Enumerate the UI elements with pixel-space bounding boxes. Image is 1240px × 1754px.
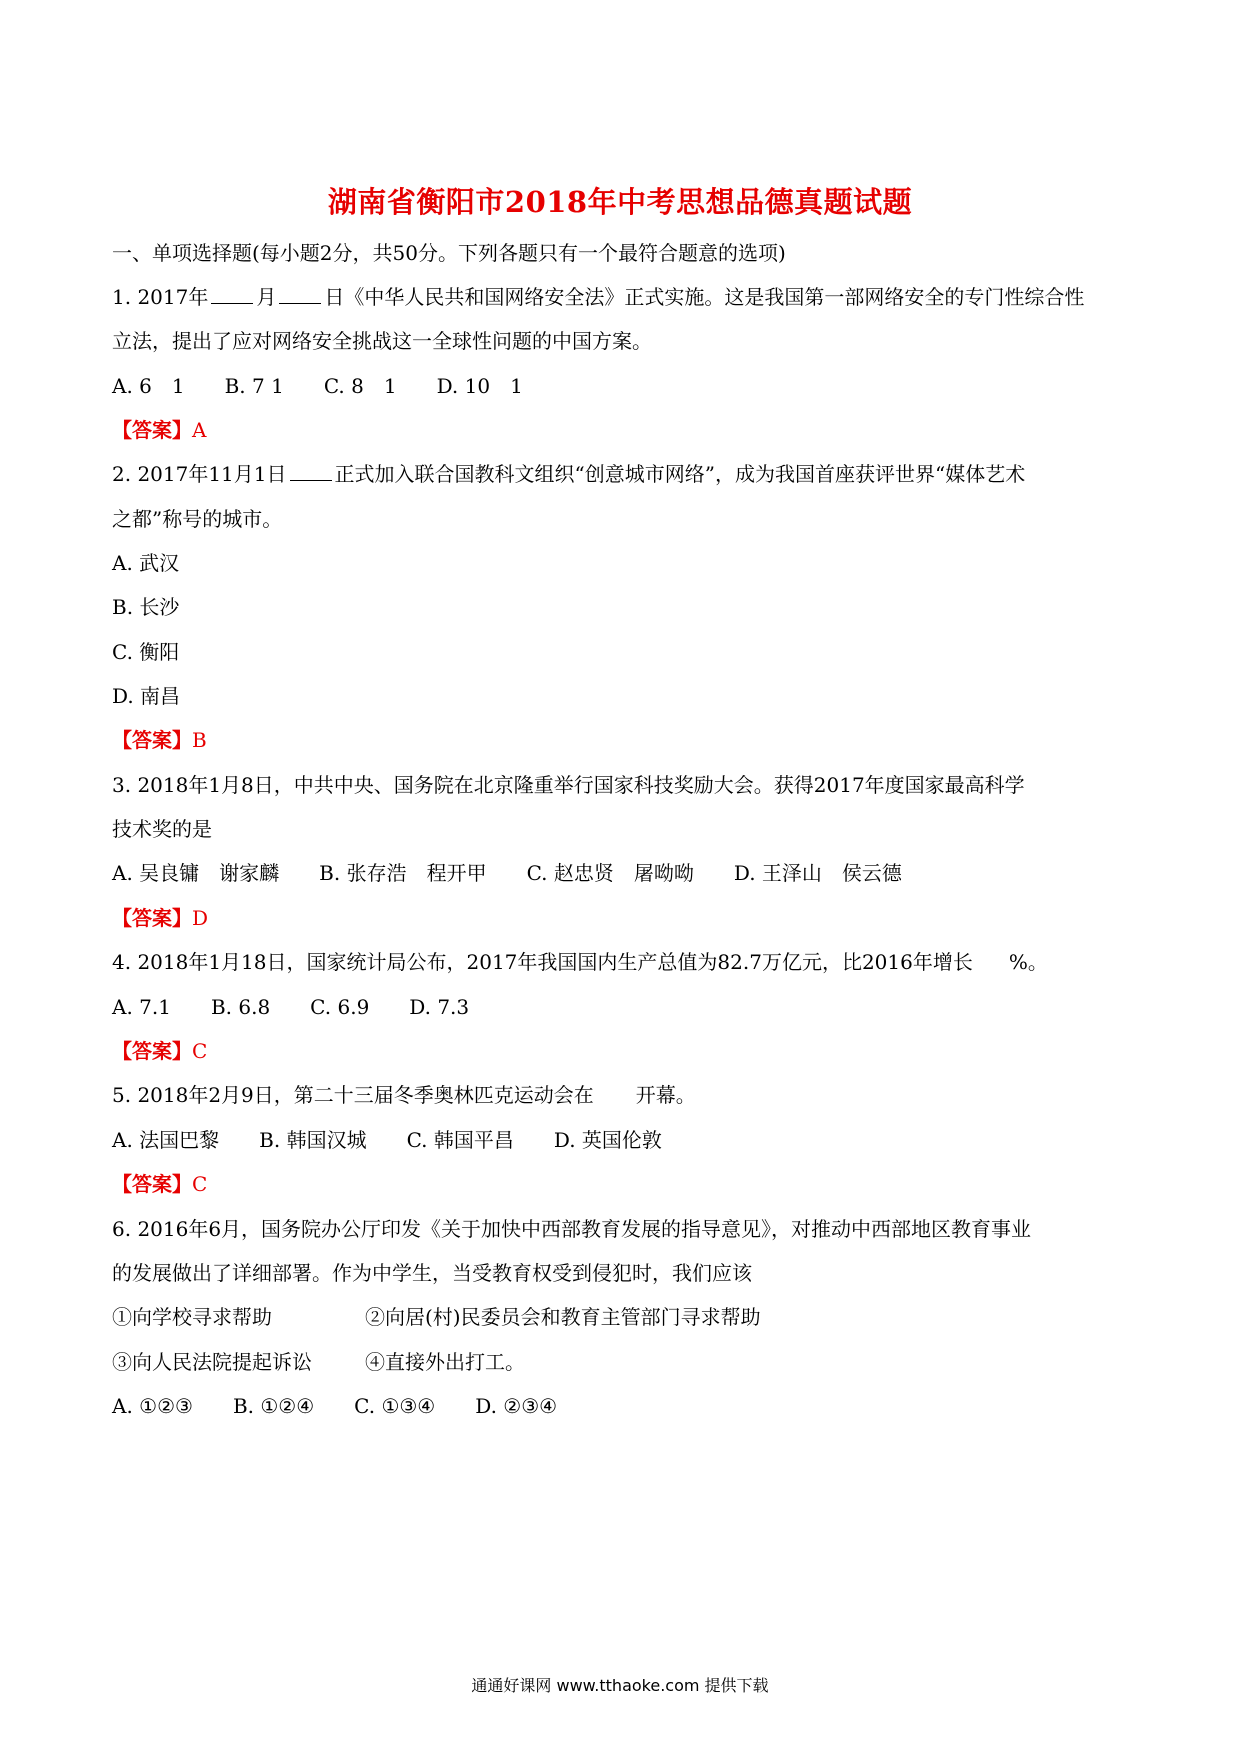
answer-blank: [279, 285, 321, 304]
question-3-options: A. 吴良镛 谢家麟 B. 张存浩 程开甲 C. 赵忠贤 屠呦呦 D. 王泽山 侯云德: [112, 861, 902, 885]
answer-blank: [211, 285, 253, 304]
question-5-text-b: 开幕。: [635, 1083, 696, 1107]
question-4-options: A. 7.1 B. 6.8 C. 6.9 D. 7.3: [112, 995, 470, 1019]
question-6-line-2: 的发展做出了详细部署。作为中学生，当受教育权受到侵犯时，我们应该: [112, 1261, 752, 1285]
question-2-text-a: 2. 2017年11月1日: [112, 462, 287, 486]
answer-blank: [290, 462, 332, 481]
question-4-answer: [112, 1038, 1132, 1064]
answer-value: A: [192, 418, 207, 442]
question-1-text-c: 日《中华人民共和国网络安全法》正式实施。这是我国第一部网络安全的专门性综合性: [324, 285, 1085, 309]
question-6-item-1: ①向学校寻求帮助: [112, 1305, 272, 1329]
question-2-line-2: 之都”称号的城市。: [112, 507, 283, 531]
question-2-option-d: D. 南昌: [112, 684, 181, 708]
question-6-options: A. ①②③ B. ①②④ C. ①③④ D. ②③④: [112, 1394, 558, 1418]
question-3-answer: [112, 905, 1132, 931]
question-4-line-1: [112, 949, 1132, 975]
page-title: 湖南省衡阳市2018年中考思想品德真题试题: [327, 185, 913, 219]
question-6-item-2: ②向居(村)民委员会和教育主管部门寻求帮助: [365, 1305, 761, 1329]
question-4-text-a: 4. 2018年1月18日，国家统计局公布，2017年我国国内生产总值为82.7万亿元，比2016年增长: [112, 950, 973, 974]
answer-label: 【答案】: [112, 1172, 192, 1196]
question-6-item-4: ④直接外出打工。: [365, 1350, 525, 1374]
question-5-text-a: 5. 2018年2月9日，第二十三届冬季奥林匹克运动会在: [112, 1083, 594, 1107]
question-2-option-b: B. 长沙: [112, 595, 180, 619]
question-6-items-row-1: [112, 1304, 1132, 1330]
answer-value: C: [192, 1172, 208, 1196]
question-1-line-1: [112, 284, 1132, 310]
question-3-line-1: 3. 2018年1月8日，中共中央、国务院在北京隆重举行国家科技奖励大会。获得2017年度国家最高科学: [112, 773, 1025, 797]
question-1-text-a: 1. 2017年: [112, 285, 209, 309]
question-1-answer: [112, 417, 1132, 443]
question-1-options: A. 6 1 B. 7 1 C. 8 1 D. 10 1: [112, 374, 523, 398]
question-6-items-row-2: [112, 1349, 1132, 1375]
question-3-line-2: 技术奖的是: [112, 817, 212, 841]
question-5-answer: [112, 1171, 1132, 1197]
question-1-text-b: 月: [256, 285, 277, 309]
question-2-answer: [112, 727, 1132, 753]
answer-value: B: [192, 728, 207, 752]
question-4-text-b: %。: [1008, 950, 1048, 974]
question-2-line-1: [112, 461, 1132, 487]
answer-value: C: [192, 1039, 208, 1063]
question-6-line-1: 6. 2016年6月，国务院办公厅印发《关于加快中西部教育发展的指导意见》，对推动中西部地区教育事业: [112, 1217, 1032, 1241]
question-5-line-1: [112, 1082, 1132, 1108]
answer-label: 【答案】: [112, 728, 192, 752]
answer-label: 【答案】: [112, 906, 192, 930]
question-6-item-3: ③向人民法院提起诉讼: [112, 1350, 312, 1374]
answer-value: D: [192, 906, 209, 930]
section-heading: 一、单项选择题(每小题2分，共50分。下列各题只有一个最符合题意的选项): [112, 241, 786, 265]
answer-label: 【答案】: [112, 1039, 192, 1063]
question-1-line-2: 立法，提出了应对网络安全挑战这一全球性问题的中国方案。: [112, 329, 652, 353]
answer-label: 【答案】: [112, 418, 192, 442]
question-2-option-a: A. 武汉: [112, 551, 180, 575]
footer-text: 通通好课网 www.tthaoke.com 提供下载: [471, 1676, 769, 1695]
question-5-options: A. 法国巴黎 B. 韩国汉城 C. 韩国平昌 D. 英国伦敦: [112, 1128, 662, 1152]
question-2-option-c: C. 衡阳: [112, 640, 180, 664]
question-2-text-b: 正式加入联合国教科文组织“创意城市网络”，成为我国首座获评世界“媒体艺术: [334, 462, 1026, 486]
